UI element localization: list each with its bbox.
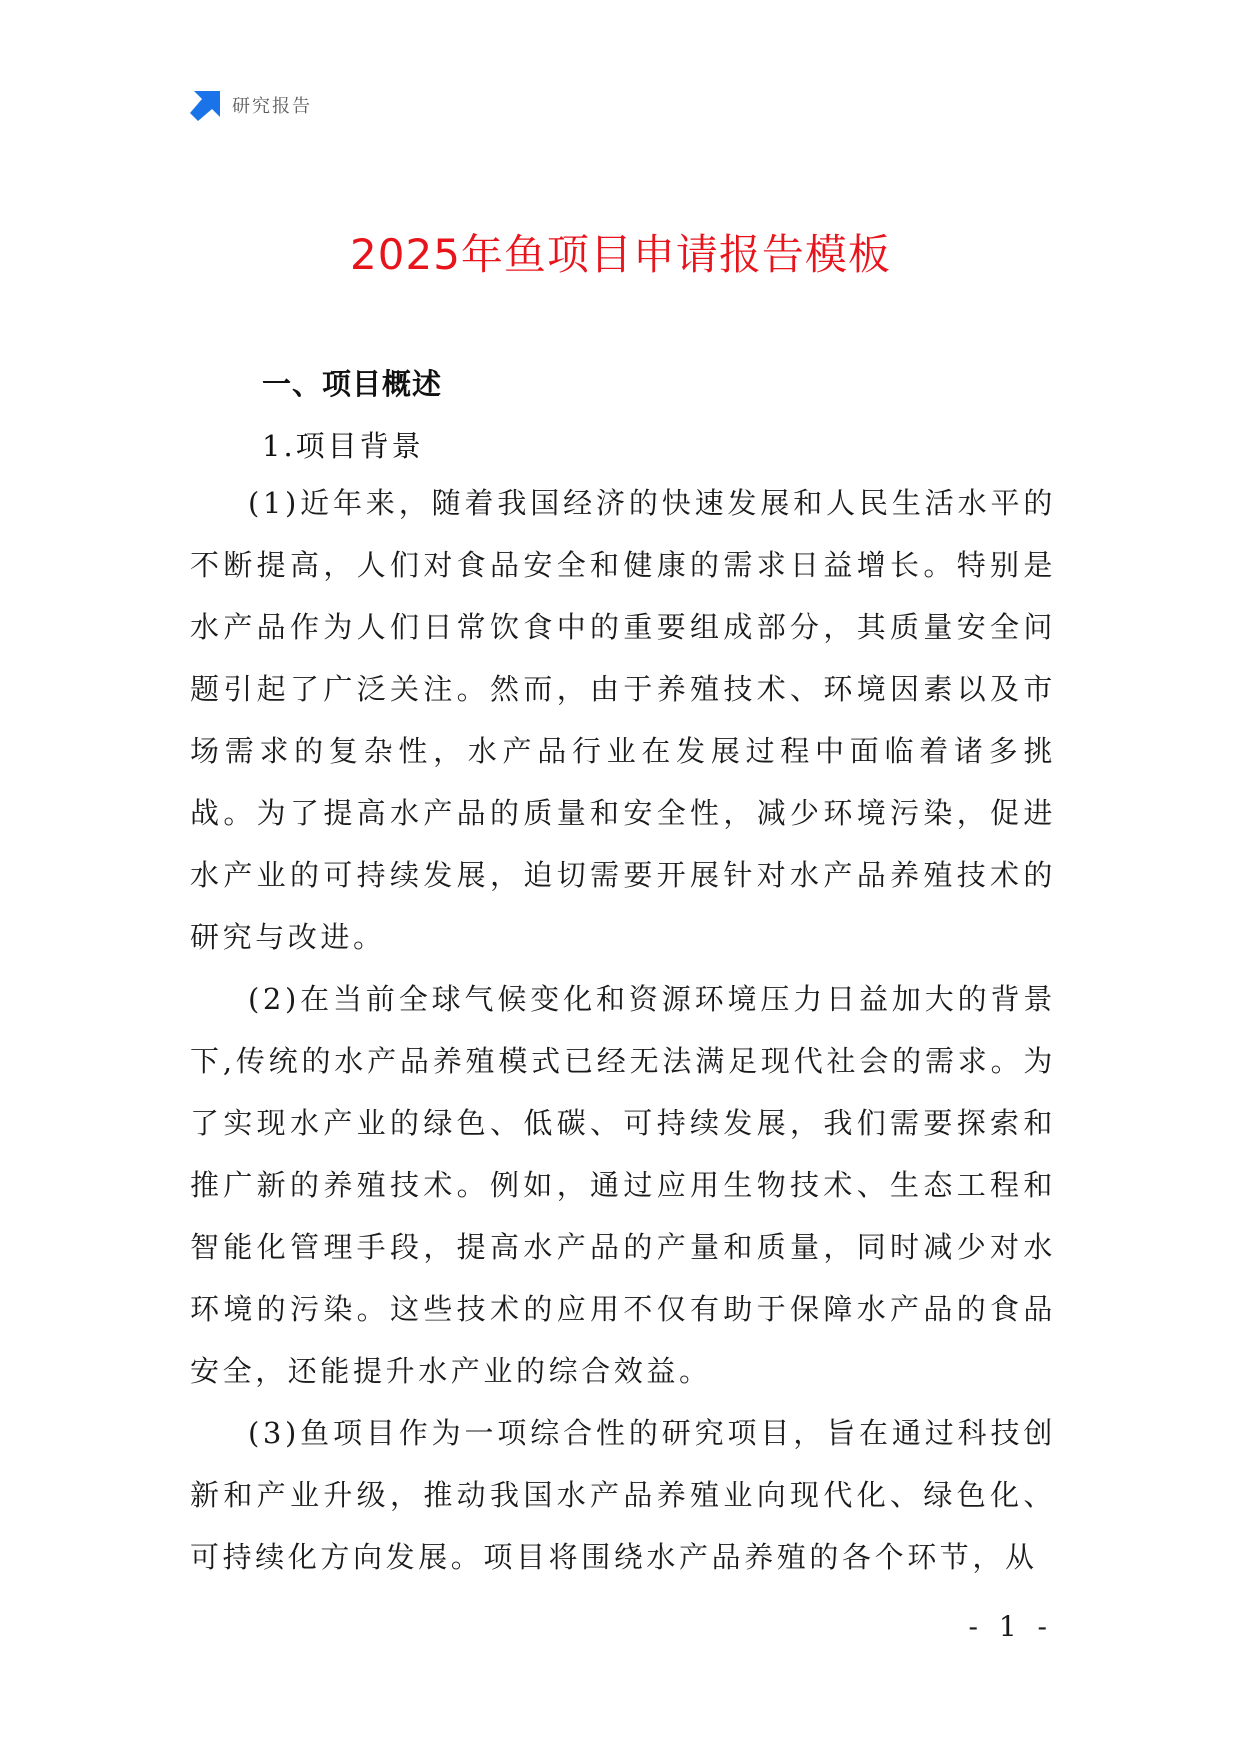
header-label: 研究报告: [232, 96, 312, 117]
body-paragraph: (3)鱼项目作为一项综合性的研究项目，旨在通过科技创新和产业升级，推动我国水产品养殖业向现代化、绿色化、可持续化方向发展。项目将围绕水产品养殖的各个环节，从: [190, 1416, 1056, 1574]
body-paragraph: (1)近年来，随着我国经济的快速发展和人民生活水平的不断提高，人们对食品安全和健康的需求日益增长。特别是水产品作为人们日常饮食中的重要组成部分，其质量安全问题引起了广泛关注。然而，由于养殖技术、环境因素以及市场需求的复杂性，水产品行业在发展过程中面临着诸多挑战。为了提高水产品的质量和安全性，减少环境污染，促进水产业的可持续发展，迫切需要开展针对水产品养殖技术的研究与改进。: [190, 486, 1056, 954]
page-number: - 1 -: [968, 1610, 1053, 1643]
body-paragraph: (2)在当前全球气候变化和资源环境压力日益加大的背景下,传统的水产品养殖模式已经无法满足现代社会的需求。为了实现水产业的绿色、低碳、可持续发展，我们需要探索和推广新的养殖技术。例如，通过应用生物技术、生态工程和智能化管理手段，提高水产品的产量和质量，同时减少对水环境的污染。这些技术的应用不仅有助于保障水产品的食品安全，还能提升水产业的综合效益。: [190, 982, 1056, 1388]
arrow-up-right-icon: [190, 89, 222, 121]
report-header: [190, 88, 312, 122]
sub-heading: 1.项目背景: [262, 429, 424, 463]
document-title: 2025年鱼项目申请报告模板: [350, 230, 891, 279]
section-heading: 一、项目概述: [262, 367, 443, 401]
